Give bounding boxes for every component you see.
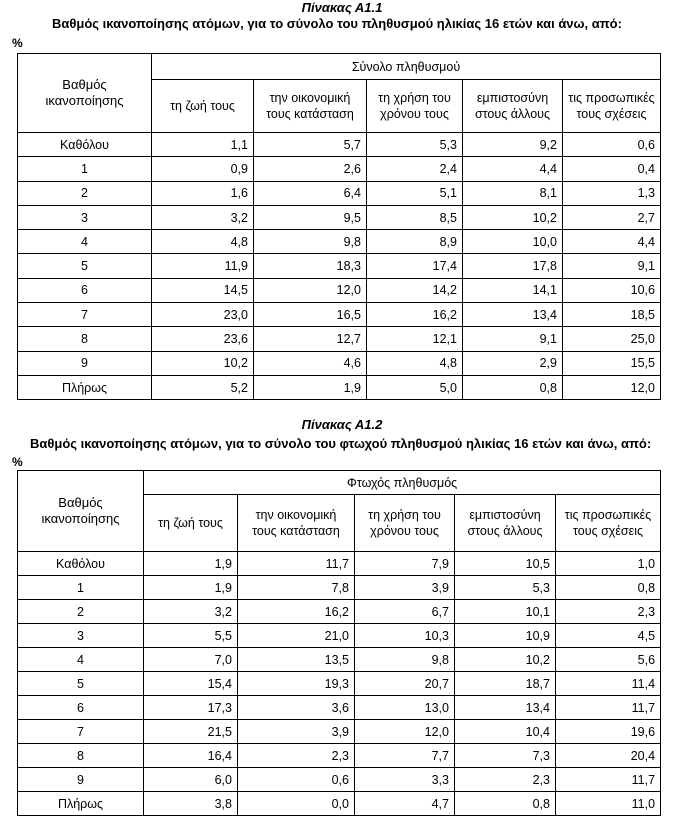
table-cell: 17,4 bbox=[367, 254, 463, 278]
table-row bbox=[18, 744, 661, 768]
table-cell: 20,7 bbox=[355, 672, 455, 696]
table-cell: 10,6 bbox=[563, 278, 661, 302]
table-row bbox=[18, 278, 661, 302]
column-header-trust bbox=[455, 495, 556, 552]
table-cell: 1,9 bbox=[144, 576, 238, 600]
table-cell: 16,4 bbox=[144, 744, 238, 768]
table-row bbox=[18, 720, 661, 744]
column-header-line: χρόνου τους bbox=[370, 524, 439, 538]
row-header-line2: ικανοποίησης bbox=[45, 93, 124, 108]
row-label: 9 bbox=[18, 351, 152, 375]
table-cell: 12,0 bbox=[254, 278, 367, 302]
row-label: 6 bbox=[18, 278, 152, 302]
column-header-line: εμπιστοσύνη bbox=[469, 508, 541, 522]
column-header-time-use bbox=[367, 80, 463, 133]
table-cell: 5,1 bbox=[367, 181, 463, 205]
table-cell: 0,9 bbox=[152, 157, 254, 181]
table2-title: Βαθμός ικανοποίησης ατόμων, για το σύνολο του φτωχού πληθυσμού ηλικίας 16 ετών και άνω, από: bbox=[30, 436, 652, 451]
table-cell: 3,2 bbox=[152, 205, 254, 229]
table-cell: 13,5 bbox=[238, 648, 355, 672]
table-row bbox=[18, 672, 661, 696]
table-cell: 1,0 bbox=[556, 552, 661, 576]
column-header-line: στους άλλους bbox=[474, 107, 551, 121]
table-cell: 17,8 bbox=[463, 254, 563, 278]
table-cell: 10,5 bbox=[455, 552, 556, 576]
table-cell: 10,2 bbox=[152, 351, 254, 375]
table-cell: 18,3 bbox=[254, 254, 367, 278]
table-cell: 16,5 bbox=[254, 303, 367, 327]
table-cell: 12,1 bbox=[367, 327, 463, 351]
table-cell: 5,3 bbox=[367, 133, 463, 157]
row-label: 1 bbox=[18, 157, 152, 181]
table-row bbox=[18, 205, 661, 229]
row-label: Καθόλου bbox=[18, 552, 144, 576]
table-cell: 2,7 bbox=[563, 205, 661, 229]
table-cell: 16,2 bbox=[367, 303, 463, 327]
table-row bbox=[18, 576, 661, 600]
table-cell: 7,3 bbox=[455, 744, 556, 768]
row-label: Πλήρως bbox=[18, 375, 152, 399]
row-label: 2 bbox=[18, 181, 152, 205]
table-row bbox=[18, 375, 661, 399]
table-cell: 5,7 bbox=[254, 133, 367, 157]
table1-title: Βαθμός ικανοποίησης ατόμων, για το σύνολο του πληθυσμού ηλικίας 16 ετών και άνω, από: bbox=[52, 16, 622, 31]
table-cell: 10,0 bbox=[463, 230, 563, 254]
column-header-life bbox=[144, 495, 238, 552]
table-cell: 5,3 bbox=[455, 576, 556, 600]
row-label: 7 bbox=[18, 720, 144, 744]
row-header-line1: Βαθμός bbox=[62, 77, 107, 92]
table-cell: 16,2 bbox=[238, 600, 355, 624]
row-label: Καθόλου bbox=[18, 133, 152, 157]
group-header: Σύνολο πληθυσμού bbox=[152, 54, 661, 80]
column-header-life bbox=[152, 80, 254, 133]
row-label: 4 bbox=[18, 648, 144, 672]
table-cell: 10,4 bbox=[455, 720, 556, 744]
table-cell: 2,3 bbox=[556, 600, 661, 624]
table-row bbox=[18, 768, 661, 792]
table-cell: 12,0 bbox=[563, 375, 661, 399]
table-cell: 11,7 bbox=[556, 696, 661, 720]
column-header-line: τη ζωή τους bbox=[158, 516, 223, 530]
table-cell: 10,2 bbox=[455, 648, 556, 672]
column-header-line: εμπιστοσύνη bbox=[476, 91, 549, 105]
row-label: 2 bbox=[18, 600, 144, 624]
table-cell: 13,0 bbox=[355, 696, 455, 720]
table-cell: 10,9 bbox=[455, 624, 556, 648]
table-row bbox=[18, 157, 661, 181]
table-row bbox=[18, 133, 661, 157]
table-cell: 3,9 bbox=[238, 720, 355, 744]
column-header-line: τη χρήση του bbox=[378, 91, 451, 105]
table-cell: 12,7 bbox=[254, 327, 367, 351]
table-cell: 4,5 bbox=[556, 624, 661, 648]
column-header-line: τους κατάσταση bbox=[252, 524, 340, 538]
table1-caption: Πίνακας Α1.1 bbox=[301, 0, 383, 15]
column-header-time-use bbox=[355, 495, 455, 552]
table-cell: 11,7 bbox=[556, 768, 661, 792]
row-label: 3 bbox=[18, 205, 152, 229]
table-cell: 9,5 bbox=[254, 205, 367, 229]
table-row bbox=[18, 792, 661, 816]
table-cell: 0,6 bbox=[238, 768, 355, 792]
table-cell: 3,8 bbox=[144, 792, 238, 816]
row-label: 3 bbox=[18, 624, 144, 648]
table-cell: 0,8 bbox=[463, 375, 563, 399]
column-header-trust bbox=[463, 80, 563, 133]
column-header-line: στους άλλους bbox=[467, 524, 543, 538]
table2-caption: Πίνακας Α1.2 bbox=[301, 417, 383, 432]
table-cell: 9,8 bbox=[254, 230, 367, 254]
column-header-line: τη ζωή τους bbox=[170, 99, 235, 113]
table-cell: 14,5 bbox=[152, 278, 254, 302]
table-cell: 4,4 bbox=[563, 230, 661, 254]
table-cell: 0,8 bbox=[455, 792, 556, 816]
row-label: 8 bbox=[18, 327, 152, 351]
table-cell: 11,9 bbox=[152, 254, 254, 278]
row-label: 7 bbox=[18, 303, 152, 327]
table-cell: 10,1 bbox=[455, 600, 556, 624]
table-cell: 14,2 bbox=[367, 278, 463, 302]
table-cell: 14,1 bbox=[463, 278, 563, 302]
table-cell: 19,6 bbox=[556, 720, 661, 744]
table-cell: 15,4 bbox=[144, 672, 238, 696]
table-cell: 2,6 bbox=[254, 157, 367, 181]
column-header-finances bbox=[238, 495, 355, 552]
row-header-line1: Βαθμός bbox=[58, 495, 103, 510]
table-row bbox=[18, 624, 661, 648]
table-cell: 0,0 bbox=[238, 792, 355, 816]
column-header-line: την οικονομική bbox=[269, 91, 351, 105]
table-row bbox=[18, 600, 661, 624]
row-label: 4 bbox=[18, 230, 152, 254]
table-cell: 9,2 bbox=[463, 133, 563, 157]
table-row bbox=[18, 303, 661, 327]
table-cell: 21,5 bbox=[144, 720, 238, 744]
table-cell: 4,8 bbox=[152, 230, 254, 254]
column-header-line: τις προσωπικές bbox=[564, 508, 652, 522]
column-header-line: την οικονομική bbox=[255, 508, 337, 522]
table-cell: 2,3 bbox=[455, 768, 556, 792]
table-cell: 18,5 bbox=[563, 303, 661, 327]
row-header-line2: ικανοποίησης bbox=[41, 511, 120, 526]
table-cell: 8,1 bbox=[463, 181, 563, 205]
table-row bbox=[18, 552, 661, 576]
row-label: 8 bbox=[18, 744, 144, 768]
table-cell: 5,5 bbox=[144, 624, 238, 648]
table-cell: 5,2 bbox=[152, 375, 254, 399]
table-cell: 0,4 bbox=[563, 157, 661, 181]
table-cell: 11,0 bbox=[556, 792, 661, 816]
table-cell: 1,9 bbox=[144, 552, 238, 576]
table-cell: 8,9 bbox=[367, 230, 463, 254]
table-cell: 19,3 bbox=[238, 672, 355, 696]
column-header-relationships bbox=[556, 495, 661, 552]
table-cell: 3,6 bbox=[238, 696, 355, 720]
table-row bbox=[18, 648, 661, 672]
table1-unit: % bbox=[12, 36, 23, 50]
row-label: 5 bbox=[18, 672, 144, 696]
table-cell: 18,7 bbox=[455, 672, 556, 696]
table2-unit: % bbox=[12, 455, 23, 469]
table-cell: 17,3 bbox=[144, 696, 238, 720]
table-row bbox=[18, 351, 661, 375]
column-header-line: τους σχέσεις bbox=[573, 524, 644, 538]
table-cell: 3,2 bbox=[144, 600, 238, 624]
column-header-line: τους σχέσεις bbox=[576, 107, 647, 121]
table-cell: 1,1 bbox=[152, 133, 254, 157]
row-header bbox=[18, 471, 144, 552]
table-cell: 0,6 bbox=[563, 133, 661, 157]
column-header-line: τη χρήση του bbox=[368, 508, 441, 522]
row-label: 5 bbox=[18, 254, 152, 278]
group-header: Φτωχός πληθυσμός bbox=[144, 471, 661, 495]
column-header-line: τους κατάσταση bbox=[266, 107, 354, 121]
table-cell: 12,0 bbox=[355, 720, 455, 744]
table-cell: 23,0 bbox=[152, 303, 254, 327]
table-cell: 2,4 bbox=[367, 157, 463, 181]
row-label: 1 bbox=[18, 576, 144, 600]
table-cell: 1,9 bbox=[254, 375, 367, 399]
table-cell: 10,2 bbox=[463, 205, 563, 229]
table-row bbox=[18, 230, 661, 254]
table-row bbox=[18, 696, 661, 720]
table1 bbox=[17, 53, 661, 400]
table-cell: 13,4 bbox=[455, 696, 556, 720]
table-cell: 11,4 bbox=[556, 672, 661, 696]
table-cell: 7,0 bbox=[144, 648, 238, 672]
column-header-relationships bbox=[563, 80, 661, 133]
table-cell: 7,8 bbox=[238, 576, 355, 600]
table-cell: 25,0 bbox=[563, 327, 661, 351]
row-label: 6 bbox=[18, 696, 144, 720]
table-cell: 2,9 bbox=[463, 351, 563, 375]
table-cell: 6,7 bbox=[355, 600, 455, 624]
table-cell: 23,6 bbox=[152, 327, 254, 351]
table-cell: 3,3 bbox=[355, 768, 455, 792]
column-header-line: χρόνου τους bbox=[380, 107, 449, 121]
table-cell: 1,3 bbox=[563, 181, 661, 205]
table-cell: 9,1 bbox=[463, 327, 563, 351]
table-cell: 4,7 bbox=[355, 792, 455, 816]
table-cell: 13,4 bbox=[463, 303, 563, 327]
table-cell: 15,5 bbox=[563, 351, 661, 375]
table-cell: 3,9 bbox=[355, 576, 455, 600]
table-cell: 6,4 bbox=[254, 181, 367, 205]
table-cell: 7,9 bbox=[355, 552, 455, 576]
table-cell: 5,6 bbox=[556, 648, 661, 672]
table-cell: 5,0 bbox=[367, 375, 463, 399]
table-row bbox=[18, 181, 661, 205]
table-cell: 10,3 bbox=[355, 624, 455, 648]
table-cell: 0,8 bbox=[556, 576, 661, 600]
column-header-finances bbox=[254, 80, 367, 133]
table-cell: 4,8 bbox=[367, 351, 463, 375]
column-header-line: τις προσωπικές bbox=[568, 91, 655, 105]
table-cell: 2,3 bbox=[238, 744, 355, 768]
table2 bbox=[17, 470, 661, 816]
table-cell: 4,4 bbox=[463, 157, 563, 181]
table-cell: 9,1 bbox=[563, 254, 661, 278]
row-header bbox=[18, 54, 152, 133]
table-cell: 11,7 bbox=[238, 552, 355, 576]
table-cell: 7,7 bbox=[355, 744, 455, 768]
table-cell: 1,6 bbox=[152, 181, 254, 205]
table-cell: 4,6 bbox=[254, 351, 367, 375]
table-cell: 6,0 bbox=[144, 768, 238, 792]
table-cell: 9,8 bbox=[355, 648, 455, 672]
table-cell: 8,5 bbox=[367, 205, 463, 229]
row-label: Πλήρως bbox=[18, 792, 144, 816]
table-cell: 20,4 bbox=[556, 744, 661, 768]
table-row bbox=[18, 254, 661, 278]
table-row bbox=[18, 327, 661, 351]
table-cell: 21,0 bbox=[238, 624, 355, 648]
row-label: 9 bbox=[18, 768, 144, 792]
